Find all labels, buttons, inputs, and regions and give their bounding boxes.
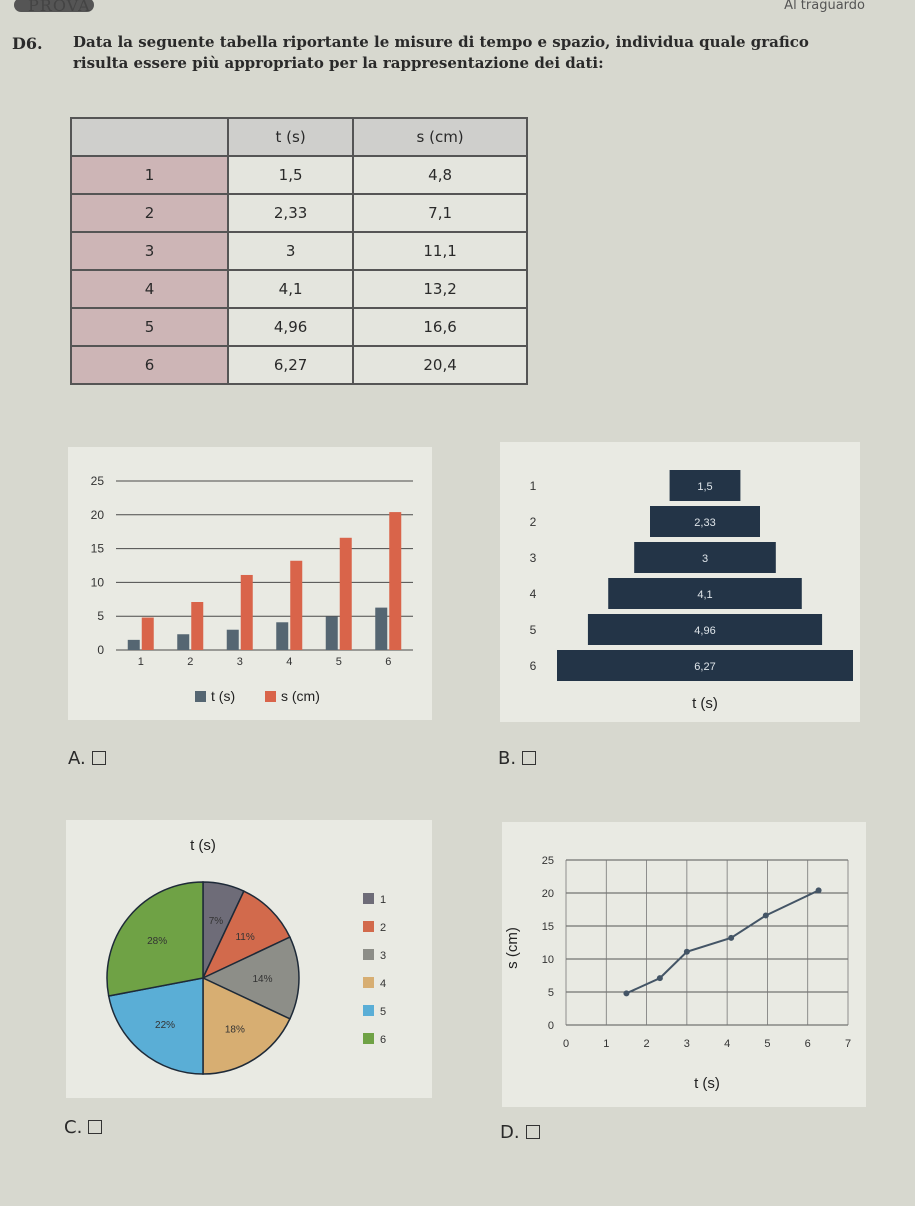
chart-a-bar-t bbox=[276, 622, 288, 650]
option-d[interactable] bbox=[500, 1122, 540, 1143]
header-left-label: PROVA bbox=[28, 0, 91, 15]
chart-d-y-tick-label: 15 bbox=[541, 921, 554, 933]
table-cell: 1,5 bbox=[228, 156, 353, 194]
chart-d-y-tick-label: 20 bbox=[541, 888, 554, 900]
chart-d-y-tick-label: 0 bbox=[547, 1020, 554, 1032]
chart-d-series-line bbox=[626, 890, 818, 993]
table-cell: 6 bbox=[71, 346, 228, 384]
chart-a-bar-s bbox=[241, 575, 253, 650]
chart-d-x-tick-label: 4 bbox=[724, 1038, 731, 1050]
chart-a-bar-s bbox=[290, 561, 302, 650]
table-cell: 7,1 bbox=[353, 194, 527, 232]
chart-c-legend-swatch bbox=[363, 1033, 374, 1044]
chart-b-bar-label: 2,33 bbox=[694, 517, 716, 529]
chart-d-y-tick-label: 10 bbox=[541, 954, 554, 966]
chart-d-x-axis-label: t (s) bbox=[694, 1075, 720, 1092]
chart-a-y-tick-label: 0 bbox=[97, 643, 104, 657]
chart-c-slice-label: 14% bbox=[252, 974, 273, 985]
chart-d-point bbox=[657, 975, 663, 981]
chart-a-y-tick-label: 5 bbox=[97, 609, 104, 624]
table-cell: 5 bbox=[71, 308, 228, 346]
chart-c-slice-label: 22% bbox=[155, 1019, 176, 1031]
chart-a-x-tick-label: 1 bbox=[137, 656, 144, 668]
question-number: D6. bbox=[12, 34, 43, 53]
chart-a-bar-t bbox=[227, 630, 239, 650]
chart-a-x-tick-label: 5 bbox=[335, 656, 342, 668]
chart-a-y-tick-label: 25 bbox=[90, 474, 104, 488]
chart-d-y-tick-label: 5 bbox=[547, 987, 554, 999]
table-cell: 2,33 bbox=[228, 194, 353, 232]
chart-b-category-label: 6 bbox=[529, 659, 537, 673]
chart-d-y-tick-label: 25 bbox=[541, 855, 554, 867]
chart-d-x-tick-label: 7 bbox=[844, 1038, 852, 1050]
chart-a-bar-t bbox=[326, 616, 338, 650]
chart-a-panel bbox=[68, 447, 432, 720]
option-a-letter: A. bbox=[68, 748, 86, 769]
table-cell: 13,2 bbox=[353, 270, 527, 308]
option-c[interactable] bbox=[64, 1117, 102, 1138]
chart-c-legend-label: 5 bbox=[380, 1006, 387, 1018]
chart-d-x-tick-label: 6 bbox=[804, 1038, 811, 1050]
chart-c-title: t (s) bbox=[190, 837, 216, 854]
table-cell: 4,8 bbox=[353, 156, 527, 194]
page-header bbox=[0, 0, 915, 22]
option-c-checkbox[interactable] bbox=[88, 1120, 102, 1134]
chart-b-bar-label: 6,27 bbox=[694, 661, 716, 673]
table-cell: 11,1 bbox=[353, 232, 527, 270]
chart-c-legend-label: 4 bbox=[380, 978, 387, 990]
chart-a-bar-s bbox=[389, 512, 401, 650]
table-header-cell: s (cm) bbox=[353, 118, 527, 156]
table-cell: 16,6 bbox=[353, 308, 527, 346]
chart-b-category-label: 1 bbox=[529, 479, 537, 493]
chart-a-bar-s bbox=[340, 538, 352, 650]
chart-c-legend-swatch bbox=[363, 949, 374, 960]
chart-a-y-tick-label: 20 bbox=[90, 507, 104, 522]
chart-d-y-axis-label: s (cm) bbox=[504, 927, 521, 969]
table-cell: 4,96 bbox=[228, 308, 353, 346]
chart-c-legend-label: 6 bbox=[380, 1034, 387, 1046]
chart-b-x-axis-label: t (s) bbox=[692, 695, 718, 712]
chart-c-slice-label: 11% bbox=[235, 931, 255, 943]
chart-d-point bbox=[728, 935, 734, 941]
chart-a-bar-s bbox=[142, 618, 154, 650]
table-cell: 3 bbox=[228, 232, 353, 270]
table-cell: 1 bbox=[71, 156, 228, 194]
chart-a-legend-label-t: t (s) bbox=[211, 688, 236, 704]
data-table bbox=[70, 117, 528, 385]
chart-c-legend-swatch bbox=[363, 1005, 374, 1016]
table-row bbox=[71, 232, 527, 270]
chart-a-y-tick-label: 10 bbox=[90, 575, 104, 590]
chart-b-bar-label: 4,1 bbox=[697, 589, 713, 601]
chart-b-category-label: 3 bbox=[529, 551, 537, 565]
chart-c-legend-label: 3 bbox=[380, 950, 387, 962]
chart-c-legend-label: 2 bbox=[380, 922, 387, 934]
chart-a-x-tick-label: 6 bbox=[385, 656, 392, 668]
chart-c-legend-swatch bbox=[363, 977, 374, 988]
chart-d-x-tick-label: 0 bbox=[562, 1038, 570, 1050]
chart-a-x-tick-label: 2 bbox=[187, 656, 194, 668]
chart-a-x-tick-label: 4 bbox=[286, 656, 293, 668]
chart-d-point bbox=[763, 912, 769, 918]
question-text: Data la seguente tabella riportante le misure di tempo e spazio, individua quale grafico risulta essere più appropriato per la rappresentazione dei dati: bbox=[73, 33, 809, 72]
table-cell: 2 bbox=[71, 194, 228, 232]
chart-d-point bbox=[623, 990, 629, 996]
chart-b-category-label: 4 bbox=[529, 587, 537, 601]
chart-c-legend-swatch bbox=[363, 921, 374, 932]
chart-a-bar bbox=[68, 447, 432, 720]
option-a[interactable] bbox=[68, 748, 106, 769]
table-row bbox=[71, 270, 527, 308]
chart-c-slice-label: 7% bbox=[208, 915, 224, 927]
chart-d-line bbox=[502, 822, 866, 1107]
chart-d-point bbox=[816, 887, 822, 893]
option-b-letter: B. bbox=[498, 748, 517, 769]
chart-a-legend-swatch-s bbox=[265, 691, 276, 702]
chart-d-x-tick-label: 1 bbox=[603, 1038, 610, 1050]
chart-b-horizontal-bar bbox=[500, 442, 860, 722]
table-cell: 4 bbox=[71, 270, 228, 308]
table-header-cell bbox=[71, 118, 228, 156]
table-row bbox=[71, 308, 527, 346]
chart-d-x-tick-label: 5 bbox=[764, 1038, 771, 1050]
chart-d-x-tick-label: 3 bbox=[683, 1038, 690, 1050]
option-b[interactable] bbox=[498, 748, 536, 769]
chart-b-category-label: 5 bbox=[529, 623, 537, 637]
table-header-cell: t (s) bbox=[228, 118, 353, 156]
table-header-row bbox=[71, 118, 527, 156]
chart-a-legend-swatch-t bbox=[195, 691, 206, 702]
option-d-letter: D. bbox=[500, 1122, 520, 1143]
option-b-checkbox[interactable] bbox=[522, 751, 536, 765]
chart-a-bar-t bbox=[375, 608, 387, 650]
chart-a-bar-s bbox=[191, 602, 203, 650]
chart-a-bar-t bbox=[128, 640, 140, 650]
table-cell: 6,27 bbox=[228, 346, 353, 384]
chart-c-slice-label: 18% bbox=[224, 1024, 245, 1036]
chart-a-y-tick-label: 15 bbox=[90, 541, 104, 556]
table-cell: 3 bbox=[71, 232, 228, 270]
table-row bbox=[71, 194, 527, 232]
table-cell: 20,4 bbox=[353, 346, 527, 384]
chart-a-bar-t bbox=[177, 634, 189, 650]
header-right-label: Al traguardo bbox=[784, 0, 865, 13]
option-c-letter: C. bbox=[64, 1117, 83, 1138]
chart-b-panel bbox=[500, 442, 860, 722]
chart-c-slice-label: 28% bbox=[147, 936, 168, 948]
table-row bbox=[71, 346, 527, 384]
chart-b-bar-label: 1,5 bbox=[697, 481, 713, 493]
table-row bbox=[71, 156, 527, 194]
chart-c-legend-swatch bbox=[363, 893, 374, 904]
chart-c-panel bbox=[66, 820, 432, 1098]
chart-a-x-tick-label: 3 bbox=[236, 656, 243, 668]
chart-c-pie bbox=[66, 820, 432, 1098]
chart-c-legend-label: 1 bbox=[380, 894, 387, 906]
chart-b-bar-label: 4,96 bbox=[694, 625, 716, 637]
table-cell: 4,1 bbox=[228, 270, 353, 308]
option-a-checkbox[interactable] bbox=[92, 751, 106, 765]
chart-d-panel bbox=[502, 822, 866, 1107]
chart-b-bar-label: 3 bbox=[701, 553, 709, 565]
chart-b-category-label: 2 bbox=[529, 515, 537, 529]
chart-a-legend-label-s: s (cm) bbox=[281, 688, 320, 704]
option-d-checkbox[interactable] bbox=[526, 1125, 540, 1139]
chart-d-x-tick-label: 2 bbox=[643, 1038, 650, 1050]
chart-d-point bbox=[684, 949, 690, 955]
